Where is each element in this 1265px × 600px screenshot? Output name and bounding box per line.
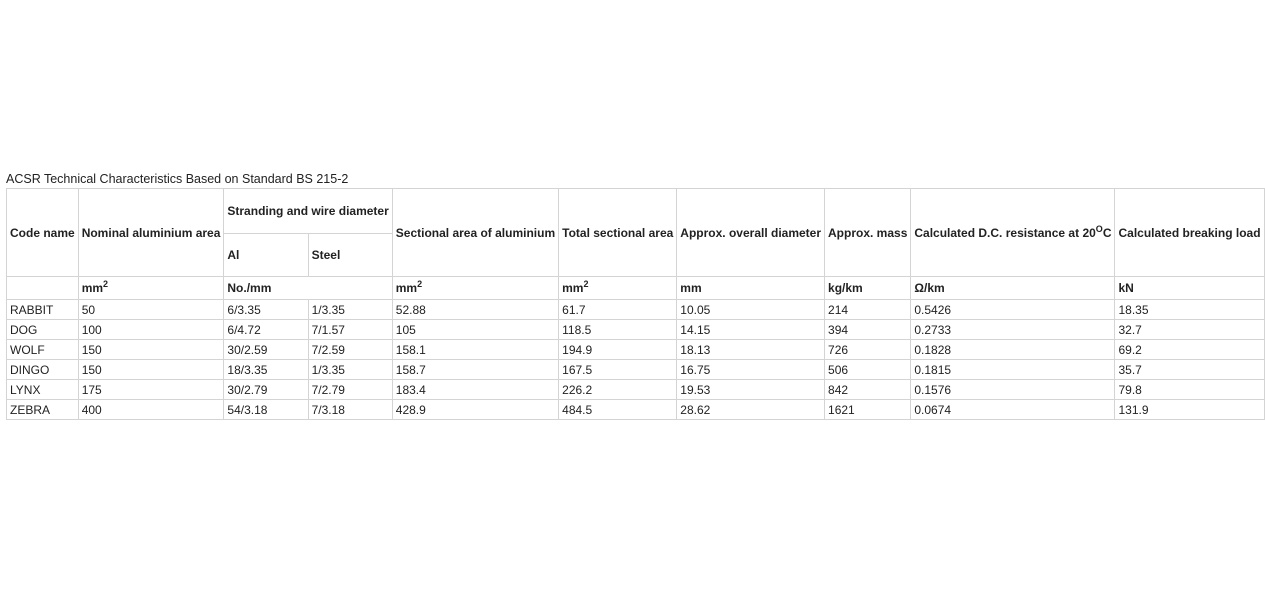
cell-steel-stranding: 1/3.35 [308, 300, 392, 320]
header-resistance-degree: O [1095, 223, 1103, 234]
units-row [7, 277, 1265, 300]
table-body [7, 300, 1265, 420]
cell-overall-diameter: 14.15 [677, 320, 825, 340]
unit-diameter: mm [677, 277, 825, 300]
header-approx-mass: Approx. mass [825, 189, 911, 277]
cell-resistance: 0.1576 [911, 380, 1115, 400]
cell-al-stranding: 18/3.35 [224, 360, 308, 380]
cell-overall-diameter: 10.05 [677, 300, 825, 320]
cell-code-name: LYNX [7, 380, 79, 400]
cell-steel-stranding: 7/2.59 [308, 340, 392, 360]
header-overall-diameter: Approx. overall diameter [677, 189, 825, 277]
cell-sectional-area: 158.1 [392, 340, 558, 360]
cell-resistance: 0.2733 [911, 320, 1115, 340]
unit-nominal [78, 277, 224, 300]
cell-total-area: 226.2 [559, 380, 677, 400]
cell-steel-stranding: 7/1.57 [308, 320, 392, 340]
unit-total-sup: 2 [583, 279, 589, 289]
cell-al-stranding: 30/2.59 [224, 340, 308, 360]
cell-al-stranding: 30/2.79 [224, 380, 308, 400]
header-total-area: Total sectional area [559, 189, 677, 277]
cell-resistance: 0.5426 [911, 300, 1115, 320]
cell-al-stranding: 54/3.18 [224, 400, 308, 420]
cell-code-name: RABBIT [7, 300, 79, 320]
header-al: Al [224, 234, 308, 277]
header-resistance [911, 189, 1115, 277]
cell-breaking-load: 18.35 [1115, 300, 1264, 320]
cell-total-area: 61.7 [559, 300, 677, 320]
unit-nominal-sup: 2 [103, 279, 109, 289]
header-resistance-text: Calculated D.C. resistance at 20 [914, 225, 1096, 240]
cell-total-area: 194.9 [559, 340, 677, 360]
cell-resistance: 0.1828 [911, 340, 1115, 360]
header-steel: Steel [308, 234, 392, 277]
unit-total [559, 277, 677, 300]
cell-code-name: DOG [7, 320, 79, 340]
cell-mass: 842 [825, 380, 911, 400]
cell-total-area: 484.5 [559, 400, 677, 420]
cell-code-name: DINGO [7, 360, 79, 380]
cell-sectional-area: 428.9 [392, 400, 558, 420]
table-row [7, 360, 1265, 380]
unit-total-text: mm [562, 281, 584, 295]
cell-breaking-load: 69.2 [1115, 340, 1264, 360]
cell-nominal-area: 150 [78, 360, 224, 380]
table-row [7, 320, 1265, 340]
cell-nominal-area: 175 [78, 380, 224, 400]
unit-mass: kg/km [825, 277, 911, 300]
cell-steel-stranding: 1/3.35 [308, 360, 392, 380]
cell-sectional-area: 158.7 [392, 360, 558, 380]
unit-nominal-text: mm [81, 281, 104, 295]
cell-overall-diameter: 18.13 [677, 340, 825, 360]
cell-resistance: 0.0674 [911, 400, 1115, 420]
unit-sectional-sup: 2 [417, 279, 423, 289]
cell-mass: 214 [825, 300, 911, 320]
cell-overall-diameter: 16.75 [677, 360, 825, 380]
unit-load: kN [1115, 277, 1264, 300]
cell-nominal-area: 150 [78, 340, 224, 360]
unit-sectional [392, 277, 558, 300]
unit-resistance: Ω/km [911, 277, 1115, 300]
cell-breaking-load: 79.8 [1115, 380, 1264, 400]
cell-steel-stranding: 7/3.18 [308, 400, 392, 420]
cell-code-name: ZEBRA [7, 400, 79, 420]
header-nominal-area: Nominal aluminium area [78, 189, 224, 277]
cell-al-stranding: 6/3.35 [224, 300, 308, 320]
header-breaking-load: Calculated breaking load [1115, 189, 1264, 277]
cell-nominal-area: 100 [78, 320, 224, 340]
cell-nominal-area: 50 [78, 300, 224, 320]
cell-sectional-area: 183.4 [392, 380, 558, 400]
header-row-1 [7, 189, 1265, 234]
acsr-table [6, 188, 1265, 420]
cell-breaking-load: 35.7 [1115, 360, 1264, 380]
cell-mass: 1621 [825, 400, 911, 420]
cell-breaking-load: 32.7 [1115, 320, 1264, 340]
table-row [7, 300, 1265, 320]
cell-sectional-area: 105 [392, 320, 558, 340]
cell-breaking-load: 131.9 [1115, 400, 1264, 420]
header-resistance-unit: C [1102, 225, 1112, 240]
cell-steel-stranding: 7/2.79 [308, 380, 392, 400]
cell-sectional-area: 52.88 [392, 300, 558, 320]
cell-nominal-area: 400 [78, 400, 224, 420]
header-code-name: Code name [7, 189, 79, 277]
table-row [7, 380, 1265, 400]
cell-resistance: 0.1815 [911, 360, 1115, 380]
unit-code [7, 277, 79, 300]
cell-total-area: 167.5 [559, 360, 677, 380]
cell-mass: 394 [825, 320, 911, 340]
cell-al-stranding: 6/4.72 [224, 320, 308, 340]
cell-overall-diameter: 28.62 [677, 400, 825, 420]
header-sectional-area: Sectional area of aluminium [392, 189, 558, 277]
table-title: ACSR Technical Characteristics Based on Standard BS 215-2 [6, 172, 349, 186]
unit-stranding: No./mm [224, 277, 392, 300]
cell-total-area: 118.5 [559, 320, 677, 340]
cell-mass: 506 [825, 360, 911, 380]
table-row [7, 400, 1265, 420]
header-stranding: Stranding and wire diameter [224, 189, 392, 234]
cell-code-name: WOLF [7, 340, 79, 360]
cell-overall-diameter: 19.53 [677, 380, 825, 400]
cell-mass: 726 [825, 340, 911, 360]
unit-sectional-text: mm [395, 281, 418, 295]
table-row [7, 340, 1265, 360]
